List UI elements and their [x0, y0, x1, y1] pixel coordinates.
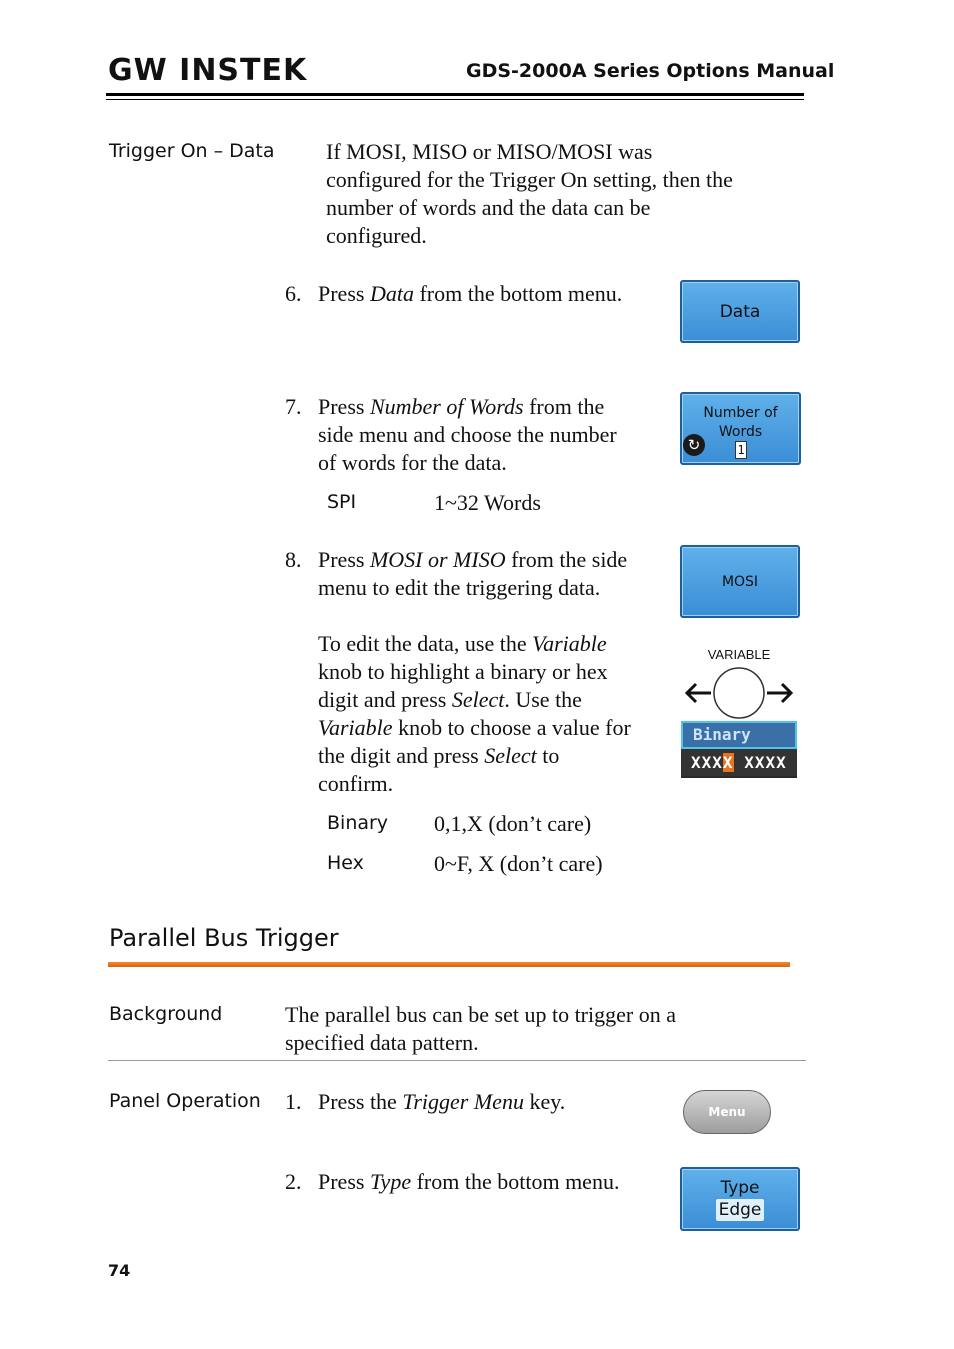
step-6-number: 6.	[285, 281, 302, 306]
panel-step-1-text: Press the Trigger Menu key.	[318, 1089, 566, 1114]
binary-editor[interactable]	[681, 721, 797, 778]
hex-range: 0~F, X (don’t care)	[434, 851, 603, 876]
trigger-on-data-label: Trigger On – Data	[109, 140, 275, 162]
step-7-text: Press Number of Words from the side menu and choose the number of words for the data.	[318, 394, 617, 475]
header-rule-thin	[106, 99, 804, 100]
spi-label: SPI	[327, 491, 357, 513]
header-rule-thick	[106, 93, 804, 96]
binary-title: Binary	[681, 721, 797, 749]
hex-label: Hex	[327, 852, 364, 874]
background-text: The parallel bus can be set up to trigger on a specified data pattern.	[285, 1002, 676, 1055]
step-7-number: 7.	[285, 394, 302, 419]
panel-step-2-number: 2.	[285, 1169, 302, 1194]
binary-range: 0,1,X (don’t care)	[434, 811, 592, 836]
spi-value: 1~32 Words	[434, 490, 541, 515]
manual-title: GDS-2000A Series Options Manual	[466, 60, 835, 82]
panel-step-2-text: Press Type from the bottom menu.	[318, 1169, 620, 1194]
page-number: 74	[108, 1261, 131, 1280]
gw-instek-logo	[108, 52, 308, 88]
variable-label: VARIABLE	[707, 647, 771, 662]
trigger-on-data-description: If MOSI, MISO or MISO/MOSI was configured for the Trigger On setting, then the number of words and the data can be configured.	[326, 139, 733, 248]
background-divider	[108, 1060, 806, 1061]
binary-label: Binary	[327, 812, 389, 834]
type-edge-value: Edge	[716, 1199, 765, 1221]
panel-step-1-number: 1.	[285, 1089, 302, 1114]
svg-text:GW INSTEK: GW INSTEK	[108, 53, 308, 88]
edit-instructions: To edit the data, use the Variable knob to highlight a binary or hex digit and press Select. Use the Variable knob to choose a value for the digit and press Select to confirm.	[318, 631, 631, 796]
variable-knob-icon: ↻	[683, 434, 705, 456]
data-softkey[interactable]: Data	[680, 280, 800, 343]
section-heading: Parallel Bus Trigger	[109, 924, 339, 952]
mosi-softkey[interactable]: MOSI	[680, 545, 800, 618]
type-softkey[interactable]: Type Edge	[680, 1167, 800, 1231]
arrow-right-icon	[767, 684, 791, 702]
step-6-text: Press Data from the bottom menu.	[318, 281, 623, 306]
section-rule	[108, 962, 790, 967]
number-of-words-softkey[interactable]: Number of Words	[680, 392, 801, 465]
variable-knob[interactable]	[683, 665, 795, 721]
binary-highlighted-digit: X	[722, 753, 734, 772]
background-label: Background	[109, 1003, 223, 1025]
number-of-words-value: 1	[735, 441, 747, 459]
panel-operation-label: Panel Operation	[109, 1090, 261, 1112]
step-8-number: 8.	[285, 547, 302, 572]
menu-key[interactable]: Menu	[683, 1090, 771, 1134]
arrow-left-icon	[687, 684, 711, 702]
binary-value: XXXX XXXX	[681, 749, 797, 776]
step-8-text: Press MOSI or MISO from the side menu to edit the triggering data.	[318, 547, 628, 600]
